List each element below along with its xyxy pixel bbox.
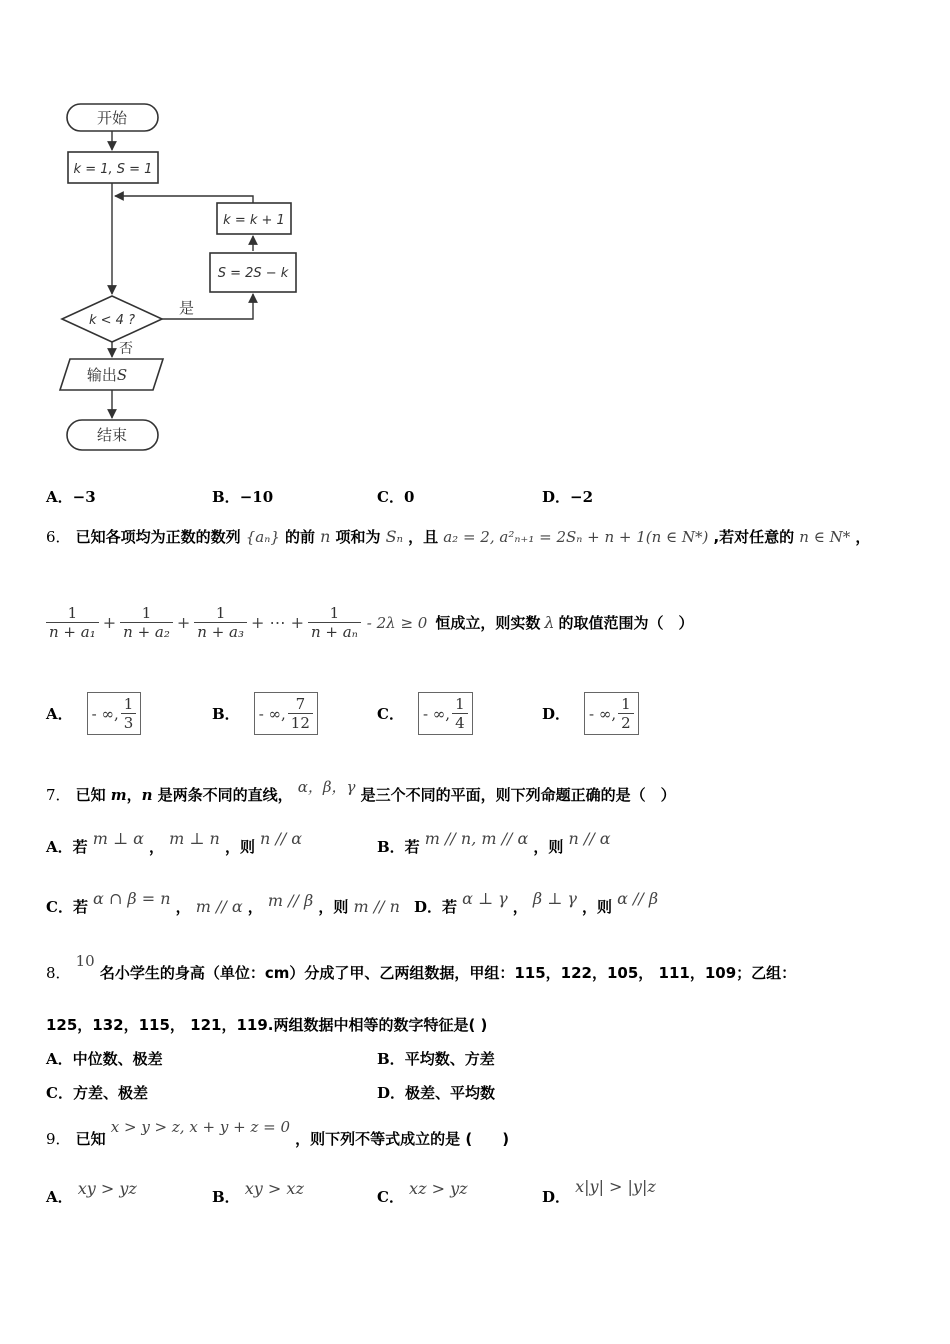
q8-stem-line1: 8． 10 名小学生的身高（单位：cm）分成了甲、乙两组数据，甲组：115，122，105， 111，109；乙组： — [46, 952, 797, 982]
q7-option-d[interactable]: D．若 α ⊥ γ ， β ⊥ γ ，则 α // β — [414, 889, 659, 916]
q8-option-b[interactable]: B．平均数、方差 — [377, 1050, 495, 1068]
flowchart — [55, 95, 315, 460]
q8-option-a[interactable]: A．中位数、极差 — [46, 1050, 163, 1068]
q9-stem: 9． 已知 x > y > z, x + y + z = 0 ，则下列不等式成立的是 ( ) — [46, 1118, 510, 1148]
q6-stem-line1: 6． 已知各项均为正数的数列 {aₙ} 的前 n 项和为 Sₙ ，且 a₂ = 2, a²ₙ₊₁ = 2Sₙ + n + 1(n ∈ N*) ,若对任意的 n ∈ N* ， — [46, 527, 871, 546]
q8-option-c[interactable]: C．方差、极差 — [46, 1084, 148, 1102]
q6-term-2: $\frac{1}{\text{n + a₂}}$ — [120, 604, 173, 641]
q9-option-c[interactable]: C． xz > yz — [377, 1179, 468, 1206]
q9-option-d[interactable]: D． x|y| > |y|z — [542, 1177, 656, 1206]
q7-option-b[interactable]: B．若 m // n, m // α ，则 n // α — [377, 829, 611, 856]
q6-inequality: $\frac{1}{\text{n + a₁}}$ + $\frac{1}{\text{n + a₂}}$ + $\frac{1}{\text{n + a₃}}$ + ⋯ + $\frac{1}{\text{n + aₙ}}$ - 2λ ≥ 0 恒成立，则实数 λ 的取值范围为（ ） — [46, 604, 694, 641]
flow-end-label: 结束 — [96, 426, 128, 444]
q5-option-a[interactable]: A．−3 — [46, 488, 96, 506]
flow-condition-label: k < 4 ? — [89, 313, 135, 328]
q6-term-n: $\frac{1}{\text{n + aₙ}}$ — [308, 604, 361, 641]
flow-start-label: 开始 — [96, 109, 128, 127]
q6-option-a[interactable]: A． - ∞, $\frac{1}{3}$ — [46, 692, 141, 735]
q6-sequence: {aₙ} — [245, 528, 280, 546]
q5-option-d[interactable]: D．−2 — [542, 488, 594, 506]
flow-step-s-label: S = 2S − k — [217, 266, 289, 281]
q7-option-c[interactable]: C．若 α ∩ β = n ， m // α ， m // β ，则 m // n — [46, 889, 400, 916]
q8-stem-line2: 125，132，115， 121，119.两组数据中相等的数字特征是( ) — [46, 1016, 488, 1034]
q6-term-3: $\frac{1}{\text{n + a₃}}$ — [194, 604, 247, 641]
q7-option-a[interactable]: A．若 m ⊥ α ， m ⊥ n ，则 n // α — [46, 829, 303, 856]
flow-step-k-label: k = k + 1 — [223, 213, 285, 228]
flow-init-label: k = 1, S = 1 — [73, 162, 153, 177]
flow-output-label: 输出S — [86, 366, 128, 384]
q6-term-1: $\frac{1}{\text{n + a₁}}$ — [46, 604, 99, 641]
q9-option-a[interactable]: A． xy > yz — [46, 1179, 137, 1206]
flow-yes-label: 是 — [179, 299, 195, 317]
q5-option-c[interactable]: C．0 — [377, 488, 415, 506]
q7-stem: 7． 已知 m，n 是两条不同的直线， α，β，γ 是三个不同的平面，则下列命题正确的是（ ） — [46, 778, 676, 804]
q8-option-d[interactable]: D．极差、平均数 — [377, 1084, 496, 1102]
q6-option-d[interactable]: D． - ∞, $\frac{1}{2}$ — [542, 692, 639, 735]
q6-option-c[interactable]: C． - ∞, $\frac{1}{4}$ — [377, 692, 473, 735]
q6-condition: a₂ = 2, a²ₙ₊₁ = 2Sₙ + n + 1(n ∈ N*) — [443, 528, 709, 546]
q5-option-b[interactable]: B．−10 — [212, 488, 274, 506]
q6-option-b[interactable]: B． - ∞, $\frac{7}{12}$ — [212, 692, 318, 735]
flow-no-label: 否 — [119, 341, 133, 357]
q9-option-b[interactable]: B． xy > xz — [212, 1179, 304, 1206]
